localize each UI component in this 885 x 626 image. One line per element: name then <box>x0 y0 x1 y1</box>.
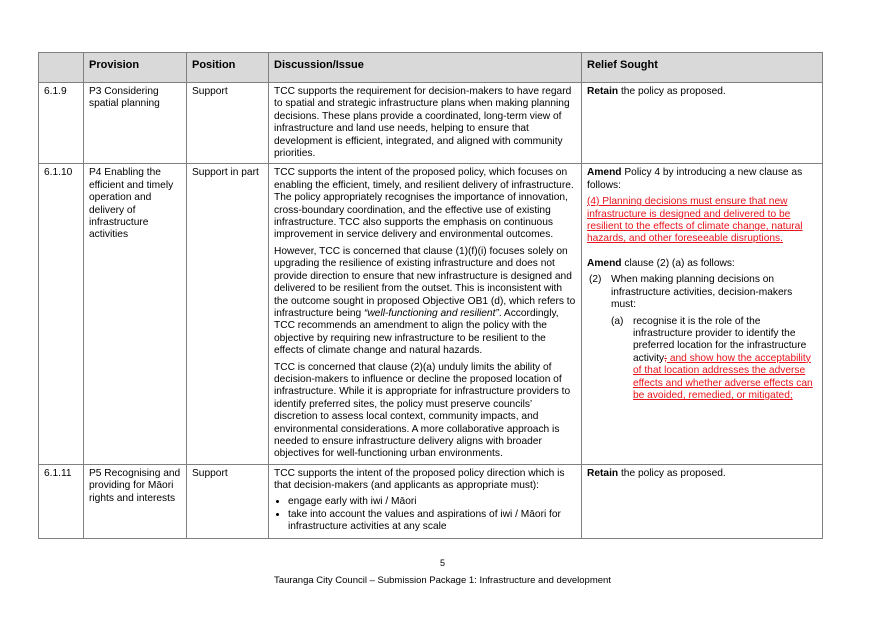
relief-amend-paragraph <box>587 167 817 192</box>
clause-2 <box>587 274 817 311</box>
discussion-text: . Accordingly, TCC recommends an amendment to align the policy with the objective by requiring new infrastructure to be resilient to the effects of climate change and natural hazards. <box>274 307 559 357</box>
relief-keyword: Retain <box>587 86 619 97</box>
discussion-paragraph: TCC supports the intent of the proposed policy direction which is that decision-makers (and applicants as appropriate must): <box>274 467 565 492</box>
discussion-paragraph: TCC supports the requirement for decision-makers to have regard to spatial and strategic infrastructure plans when making planning decisions. These plans provide a coordinated, long-term view of infrastructure and land use needs, helping to ensure that development is efficient, integrated, and aligned with community priorities. <box>274 86 572 160</box>
page-footer: Tauranga City Council – Submission Package 1: Infrastructure and development <box>274 575 611 586</box>
clause-text <box>633 316 817 403</box>
relief-text: the policy as proposed. <box>618 467 726 479</box>
relief-amend-paragraph <box>587 258 817 270</box>
relief-text: the policy as proposed. <box>618 86 726 97</box>
relief-text: clause (2) (a) as follows: <box>621 257 735 269</box>
row-relief <box>582 464 823 538</box>
row-id: 6.1.9 <box>39 83 84 164</box>
submission-table <box>38 52 823 539</box>
table-row <box>39 464 823 538</box>
relief-new-clause: (4) Planning decisions must ensure that new infrastructure is designed and delivered to be resilient to the effects of climate change, natural hazards, and other foreseeable disruptions. <box>587 196 803 245</box>
clause-number: (2) <box>589 274 602 286</box>
list-item: • engage early with iwi / Māori <box>288 496 576 508</box>
table-header-row <box>39 53 823 83</box>
clause-number: (a) <box>611 315 624 327</box>
header-provision: Provision <box>84 53 187 83</box>
discussion-paragraph <box>274 246 576 358</box>
row-discussion <box>269 464 582 538</box>
clause-text-existing: recognise it is the role of the infrastructure provider to identify the preferred location for the infrastructure activity <box>633 315 807 364</box>
clause-insertion: and show how the acceptability of that location addresses the adverse effects and whether adverse effects can be avoided, remedied, or mitigated; <box>633 352 813 401</box>
discussion-paragraph: TCC supports the intent of the proposed policy, which focuses on enabling the efficient, timely, and resilient delivery of infrastructure. The policy appropriately recognises the importance of innovation, cross-boundary coordination, and the effective use of existing infrastructure. TCC also supports the emphasis on continuous improvement in service delivery and environmental outcomes. <box>274 167 574 241</box>
table-row <box>39 164 823 464</box>
header-relief: Relief Sought <box>582 53 823 83</box>
relief-keyword: Retain <box>587 467 619 479</box>
clause-2a <box>587 316 817 403</box>
discussion-paragraph: TCC is concerned that clause (2)(a) unduly limits the ability of decision-makers to influence or decline the proposed location of infrastructure. While it is appropriate for infrastructure providers to identify preferred sites, the policy must preserve councils’ discretion to assess local context, community impacts, and environmental considerations. A more collaborative approach is needed to ensure infrastructure delivery aligns with broader objectives for well-functioning urban environments. <box>274 361 571 460</box>
table-row <box>39 83 823 164</box>
row-provision: P5 Recognising and providing for Māori rights and interests <box>84 464 187 538</box>
row-position: Support in part <box>187 164 269 464</box>
header-position: Position <box>187 53 269 83</box>
row-position: Support <box>187 464 269 538</box>
relief-keyword: Amend <box>587 167 622 179</box>
header-discussion: Discussion/Issue <box>269 53 582 83</box>
row-position: Support <box>187 83 269 164</box>
list-item: • take into account the values and aspirations of iwi / Māori for infrastructure activities at any scale <box>288 509 576 534</box>
relief-text: Policy 4 by introducing a new clause as follows: <box>587 167 803 191</box>
clause-text: When making planning decisions on infrastructure activities, decision-makers must: <box>611 274 793 311</box>
row-provision: P4 Enabling the efficient and timely operation and delivery of infrastructure activities <box>84 164 187 464</box>
discussion-bullet-list <box>274 496 576 534</box>
page-number: 5 <box>439 558 445 568</box>
discussion-text: However, TCC is concerned that clause (1)(f)(i) focuses solely on upgrading the resilience of existing infrastructure and does not provide direction to ensure that new infrastructure is designed and delivered to be resilient from the outset. This is inconsistent with the outcome sought in proposed Objective OB1 (d), which refers to infrastructure being <box>274 245 576 319</box>
relief-keyword: Amend <box>587 257 622 269</box>
row-discussion <box>269 164 582 464</box>
row-relief <box>582 83 823 164</box>
row-id: 6.1.11 <box>39 464 84 538</box>
discussion-quote: “well-functioning and resilient” <box>364 307 499 319</box>
clause-deletion: ; <box>664 352 667 364</box>
row-id: 6.1.10 <box>39 164 84 464</box>
row-discussion <box>269 83 582 164</box>
row-provision: P3 Considering spatial planning <box>84 83 187 164</box>
row-relief <box>582 164 823 464</box>
header-id <box>39 53 84 83</box>
